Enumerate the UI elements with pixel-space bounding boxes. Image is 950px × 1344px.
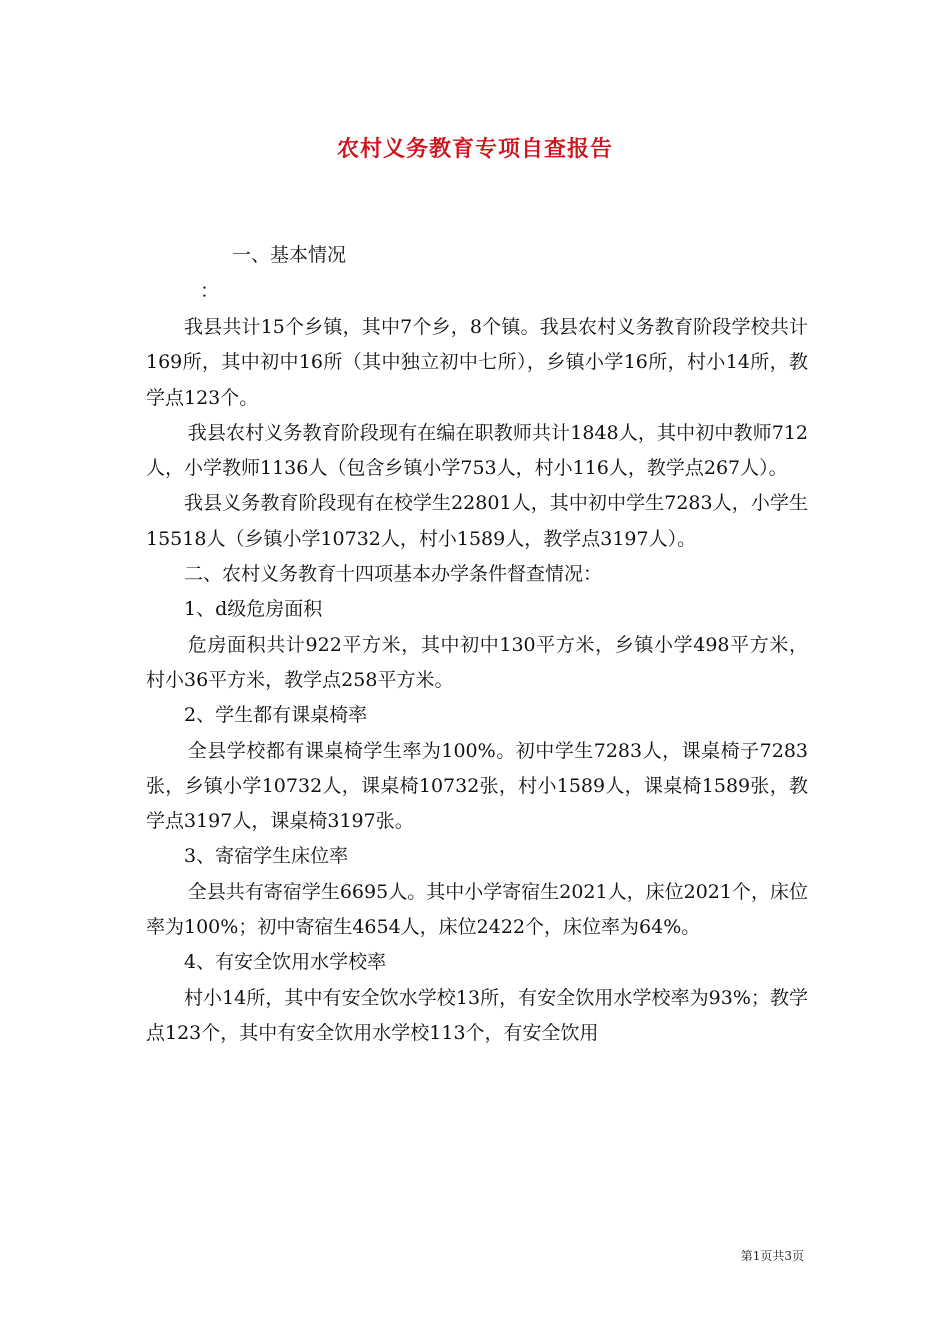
item-text-water: 村小14所，其中有安全饮水学校13所，有安全饮用水学校率为93%；教学点123个，其中有安全饮用水学校113个，有安全饮用: [146, 986, 808, 1044]
colon-mark: ：: [200, 280, 220, 302]
item-heading-desks: 2、学生都有课桌椅率: [184, 704, 368, 727]
document-body: [146, 310, 808, 1051]
item-text-beds: 全县共有寄宿学生6695人。其中小学寄宿生2021人，床位2021个，床位率为100%；初中寄宿生4654人，床位2422个，床位率为64%。: [146, 880, 808, 939]
page-number: 第1页共3页: [740, 1249, 804, 1263]
paragraph-students: 我县义务教育阶段现有在校学生22801人，其中初中学生7283人，小学生15518人（乡镇小学10732人，村小1589人，教学点3197人）。: [146, 492, 808, 550]
item-heading-water: 4、有安全饮用水学校率: [184, 951, 387, 974]
item-text-dangerous-buildings: 危房面积共计922平方米，其中初中130平方米，乡镇小学498平方米，村小36平方米，教学点258平方米。: [146, 633, 808, 691]
section-heading-conditions: 二、农村义务教育十四项基本办学条件督查情况：: [184, 563, 603, 586]
item-heading-beds: 3、寄宿学生床位率: [184, 845, 349, 868]
section-heading-basic-info: 一、基本情况: [232, 244, 347, 266]
item-heading-dangerous-buildings: 1、d级危房面积: [184, 598, 323, 621]
paragraph-teachers: 我县农村义务教育阶段现有在编在职教师共计1848人，其中初中教师712人，小学教师1136人（包含乡镇小学753人，村小116人，教学点267人）。: [146, 421, 808, 480]
page-title: 农村义务教育专项自查报告: [336, 136, 613, 162]
paragraph-townships: 我县共计15个乡镇，其中7个乡，8个镇。我县农村义务教育阶段学校共计169所，其中初中16所（其中独立初中七所），乡镇小学16所，村小14所，教学点123个。: [146, 316, 808, 409]
item-text-desks: 全县学校都有课桌椅学生率为100%。初中学生7283人，课桌椅子7283张，乡镇小学10732人，课桌椅10732张，村小1589人，课桌椅1589张，教学点3197人，课桌椅3197张。: [146, 739, 808, 833]
